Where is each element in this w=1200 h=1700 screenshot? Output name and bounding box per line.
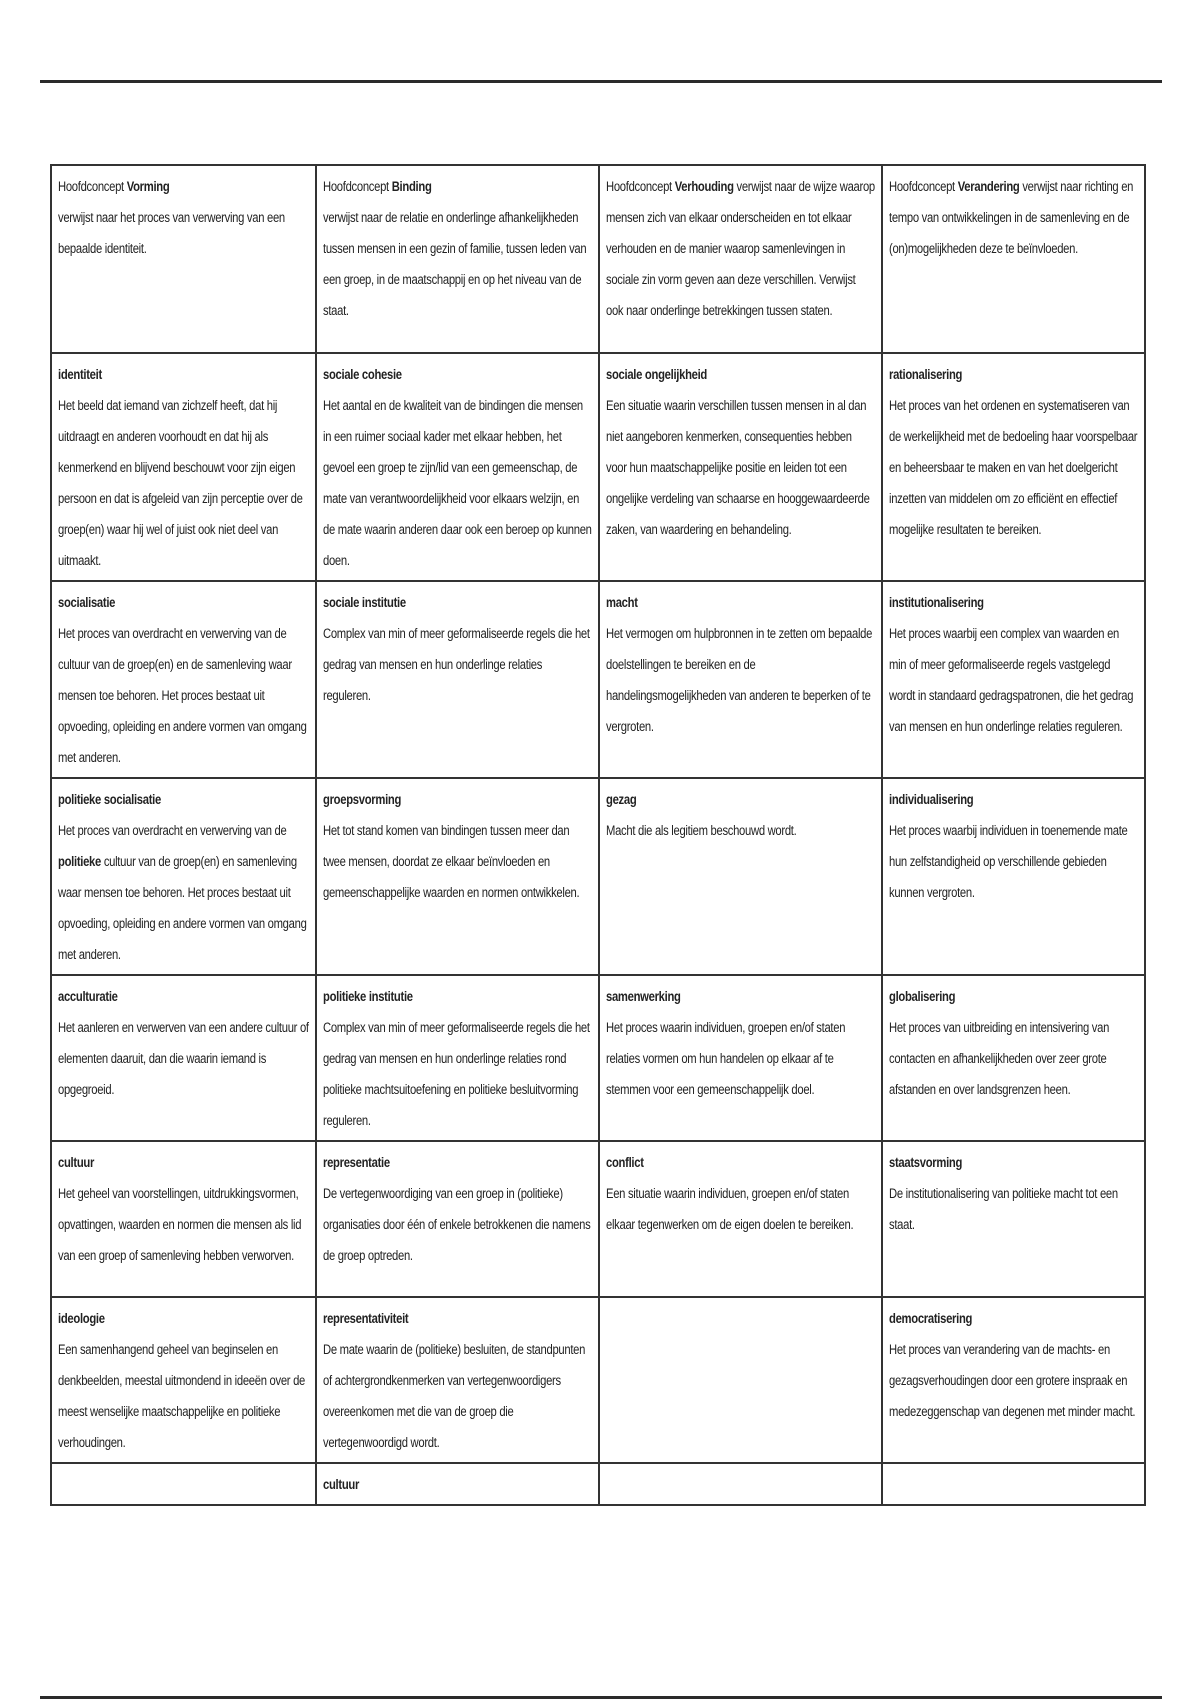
concept-row [51,1463,1145,1505]
concept-cell [599,975,882,1141]
concept-term: conflict [606,1155,644,1170]
concept-definition: De vertegenwoordiging van een groep in (politieke) organisaties door één of enkele betrokkenen die namens de groep optreden. [323,1186,591,1263]
concept-cell [316,778,599,975]
concept-definition: Het proces van verandering van de machts- en gezagsverhoudingen door een grotere inspraak en medezeggenschap van degenen met minder macht. [889,1342,1136,1419]
concept-definition: Het aantal en de kwaliteit van de bindingen die mensen in een ruimer sociaal kader met elkaar hebben, het gevoel een groep te zijn/lid van een gemeenschap, de mate van verantwoordelijkheid voor elkaars welzijn, en de mate waarin anderen daar ook een beroep op kunnen doen. [323,398,592,568]
concept-row [51,1297,1145,1463]
concept-term: sociale cohesie [323,367,402,382]
concept-term: socialisatie [58,595,116,610]
concept-cell [316,1297,599,1463]
concept-term: cultuur [323,1477,360,1492]
concept-cell [882,1463,1145,1505]
concept-term: politieke institutie [323,989,413,1004]
hoofdconcept-label: Hoofdconcept [323,179,392,194]
concept-term: ideologie [58,1311,105,1326]
header-row [51,165,1145,353]
concept-cell [316,581,599,778]
concept-cell [316,1141,599,1297]
hoofdconcept-verandering-cell [882,165,1145,353]
hoofdconcept-name: Binding [391,179,432,194]
concept-term: groepsvorming [323,792,402,807]
concept-row [51,1141,1145,1297]
concept-cell [599,353,882,581]
concept-cell [316,975,599,1141]
definition-part: cultuur van de groep(en) en samenleving waar mensen toe behoren. Het proces bestaat uit opvoeding, opleiding en andere vormen van omgang met anderen. [58,854,307,962]
concept-definition: De institutionalisering van politieke macht tot een staat. [889,1186,1118,1232]
concept-term: individualisering [889,792,974,807]
concept-row [51,778,1145,975]
concept-term: institutionalisering [889,595,984,610]
concept-definition: De mate waarin de (politieke) besluiten, de standpunten of achtergrondkenmerken van vertegenwoordigers overeenkomen met die van de groep die vertegenwoordigd wordt. [323,1342,586,1450]
concept-term: representativiteit [323,1311,409,1326]
concept-definition: Het proces waarbij individuen in toenemende mate hun zelfstandigheid op verschillende gebieden kunnen vergroten. [889,823,1128,900]
definition-emphasis: politieke [58,854,101,869]
concept-term: democratisering [889,1311,973,1326]
concept-cell [599,778,882,975]
hoofdconcept-verhouding-cell [599,165,882,353]
concept-term: sociale ongelijkheid [606,367,708,382]
concept-term: samenwerking [606,989,681,1004]
concept-cell [51,581,316,778]
concept-definition: Het proces van uitbreiding en intensivering van contacten en afhankelijkheden over zeer grote afstanden en over landsgrenzen heen. [889,1020,1110,1097]
concept-definition [58,823,307,962]
concept-cell [882,353,1145,581]
concept-cell [51,1141,316,1297]
concept-row [51,581,1145,778]
concept-cell [882,778,1145,975]
concept-term: rationalisering [889,367,963,382]
hoofdconcept-text: verwijst naar de wijze waarop mensen zich van elkaar onderscheiden en tot elkaar verhouden en de manier waarop samenlevingen in sociale zin vorm geven aan deze verschillen. Verwijst ook naar onderlinge betrekkingen tussen staten. [606,179,875,318]
concept-term: macht [606,595,638,610]
concept-term: sociale institutie [323,595,406,610]
concept-definition: Complex van min of meer geformaliseerde regels die het gedrag van mensen en hun onderlinge relaties rond politieke machtsuitoefening en politieke besluitvorming reguleren. [323,1020,590,1128]
bottom-rule [40,1696,1162,1699]
concept-definition: Het vermogen om hulpbronnen in te zetten om bepaalde doelstellingen te bereiken en de handelingsmogelijkheden van anderen te beperken of te vergroten. [606,626,873,734]
concept-definition: Het aanleren en verwerven van een andere cultuur of elementen daaruit, dan die waarin iemand is opgegroeid. [58,1020,309,1097]
concepts-table [50,164,1146,1506]
hoofdconcept-binding-cell [316,165,599,353]
concept-cell [882,975,1145,1141]
concept-definition: Macht die als legitiem beschouwd wordt. [606,823,797,838]
hoofdconcept-name: Verandering [957,179,1020,194]
concept-term: staatsvorming [889,1155,963,1170]
concept-term: acculturatie [58,989,118,1004]
concept-term: identiteit [58,367,102,382]
hoofdconcept-text: verwijst naar de relatie en onderlinge afhankelijkheden tussen mensen in een gezin of familie, tussen leden van een groep, in de maatschappij en op het niveau van de staat. [323,210,587,318]
concept-term: politieke socialisatie [58,792,161,807]
top-rule [40,80,1162,83]
concept-definition: Het proces van overdracht en verwerving van de cultuur van de groep(en) en de samenleving waar mensen toe behoren. Het proces bestaat uit opvoeding, opleiding en andere vormen van omgang met anderen. [58,626,307,765]
concept-definition: Het beeld dat iemand van zichzelf heeft, dat hij uitdraagt en anderen voorhoudt en dat hij als kenmerkend en blijvend beschouwt voor zijn eigen persoon en dat is afgeleid van zijn perceptie over de groep(en) waar hij wel of juist ook niet deel van uitmaakt. [58,398,303,568]
hoofdconcept-name: Verhouding [674,179,734,194]
concept-definition: Complex van min of meer geformaliseerde regels die het gedrag van mensen en hun onderlinge relaties reguleren. [323,626,590,703]
concept-row [51,975,1145,1141]
hoofdconcept-label: Hoofdconcept [606,179,675,194]
hoofdconcept-text: verwijst naar het proces van verwerving van een bepaalde identiteit. [58,210,285,256]
concept-cell [316,1463,599,1505]
concept-term: globalisering [889,989,956,1004]
concept-cell [51,353,316,581]
concept-cell [51,975,316,1141]
concept-definition: Een situatie waarin verschillen tussen mensen in al dan niet aangeboren kenmerken, consequenties hebben voor hun maatschappelijke positie en leiden tot een ongelijke verdeling van schaarse en hooggewaardeerde zaken, van waardering en behandeling. [606,398,870,537]
concept-definition: Het proces waarin individuen, groepen en/of staten relaties vormen om hun handelen op elkaar af te stemmen voor een gemeenschappelijk doel. [606,1020,846,1097]
concept-cell [51,1463,316,1505]
concept-cell [599,581,882,778]
concept-definition: Een samenhangend geheel van beginselen en denkbeelden, meestal uitmondend in ideeën over de meest wenselijke maatschappelijke en politieke verhoudingen. [58,1342,305,1450]
concept-cell [599,1463,882,1505]
hoofdconcept-text: verwijst naar richting en tempo van ontwikkelingen in de samenleving en de (on)mogelijkheden deze te beïnvloeden. [889,179,1134,256]
concept-cell [316,353,599,581]
concept-cell [882,1141,1145,1297]
concept-definition: Het proces waarbij een complex van waarden en min of meer geformaliseerde regels vastgelegd wordt in standaard gedragspatronen, die het gedrag van mensen en hun onderlinge relaties reguleren. [889,626,1134,734]
concept-row [51,353,1145,581]
definition-part: Het proces van overdracht en verwerving van de [58,823,287,838]
concept-definition: Een situatie waarin individuen, groepen en/of staten elkaar tegenwerken om de eigen doelen te bereiken. [606,1186,854,1232]
hoofdconcept-label: Hoofdconcept [889,179,958,194]
concept-cell [51,778,316,975]
concept-term: cultuur [58,1155,95,1170]
concept-cell [599,1297,882,1463]
concept-cell [51,1297,316,1463]
hoofdconcept-label: Hoofdconcept [58,179,127,194]
concept-term: representatie [323,1155,390,1170]
hoofdconcept-name: Vorming [126,179,170,194]
concept-definition: Het geheel van voorstellingen, uitdrukkingsvormen, opvattingen, waarden en normen die mensen als lid van een groep of samenleving hebben verworven. [58,1186,302,1263]
concept-definition: Het proces van het ordenen en systematiseren van de werkelijkheid met de bedoeling haar voorspelbaar en beheersbaar te maken en van het doelgericht inzetten van middelen om zo efficiënt en effectief mogelijke resultaten te bereiken. [889,398,1138,537]
concept-cell [882,1297,1145,1463]
concept-definition: Het tot stand komen van bindingen tussen meer dan twee mensen, doordat ze elkaar beïnvloeden en gemeenschappelijke waarden en normen ontwikkelen. [323,823,580,900]
concept-term: gezag [606,792,637,807]
concept-cell [882,581,1145,778]
hoofdconcept-vorming-cell [51,165,316,353]
concept-cell [599,1141,882,1297]
